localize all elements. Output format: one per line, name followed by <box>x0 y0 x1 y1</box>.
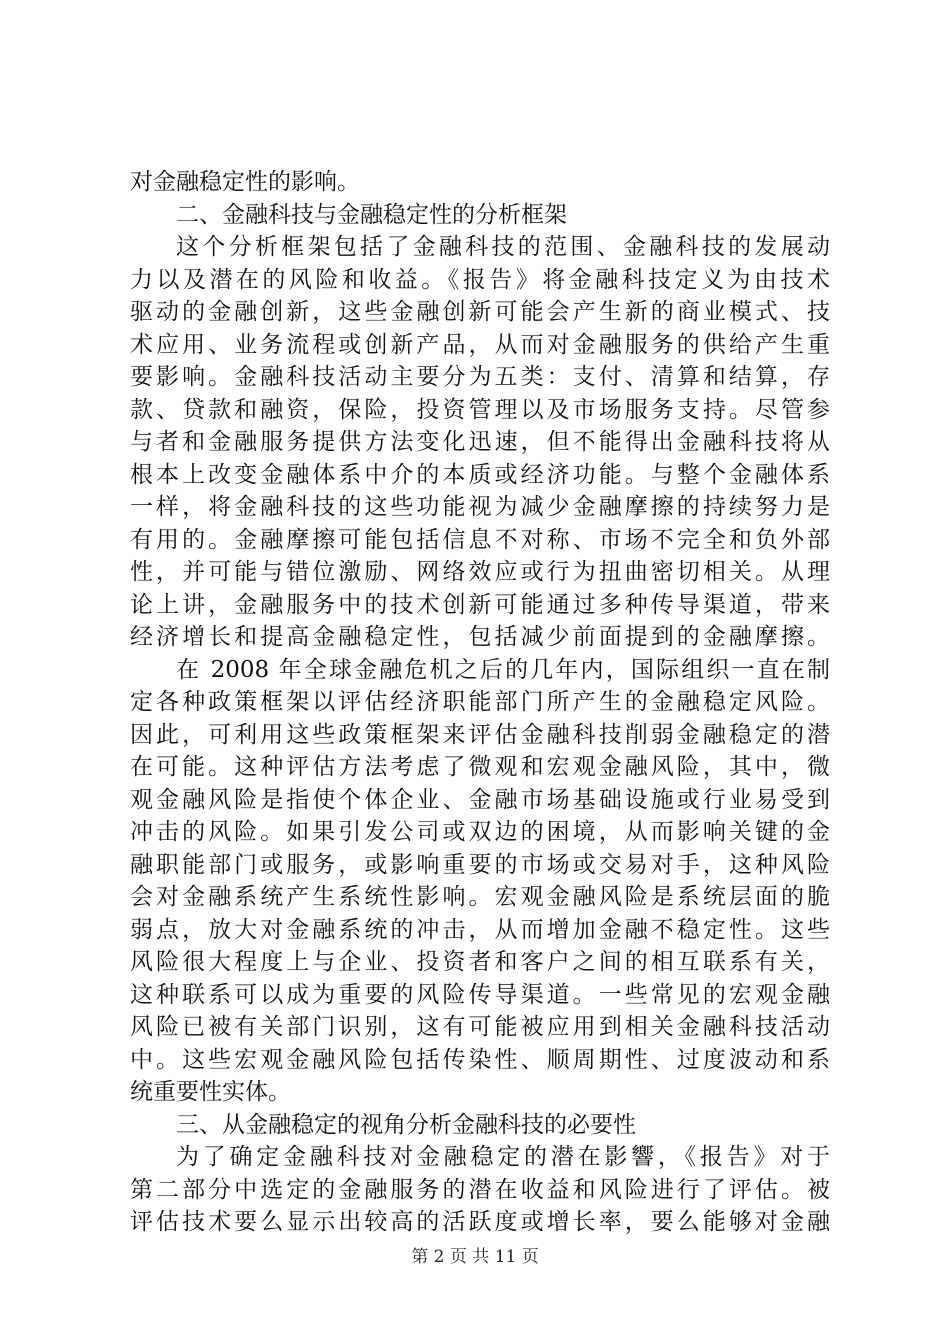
text-line: 评估技术要么显示出较高的活跃度或增长率，要么能够对金融 <box>130 1209 830 1235</box>
text-line: 要影响。金融科技活动主要分为五类：支付、清算和结算，存 <box>130 364 830 390</box>
text-line: 有用的。金融摩擦可能包括信息不对称、市场不完全和负外部 <box>130 526 830 553</box>
document-body <box>130 166 830 1239</box>
text-line: 弱点，放大对金融系统的冲击，从而增加金融不稳定性。这些 <box>130 916 830 943</box>
text-line: 论上讲，金融服务中的技术创新可能通过多种传导渠道，带来 <box>130 591 830 618</box>
text-line: 为了确定金融科技对金融稳定的潜在影響，《报告》对于 <box>176 1144 830 1170</box>
text-line: 这个分析框架包括了金融科技的范围、金融科技的发展动 <box>176 234 830 260</box>
text-line: 力以及潜在的风险和收益。《报告》将金融科技定义为由技术 <box>130 266 830 293</box>
text-line: 驱动的金融创新，这些金融创新可能会产生新的商业模式、技 <box>130 299 830 325</box>
text-line: 冲击的风险。如果引发公司或双边的困境，从而影响关键的金 <box>130 819 830 845</box>
section-heading: 三、从金融稳定的视角分析金融科技的必要性 <box>176 1111 636 1138</box>
text-line: 融职能部门或服务，或影响重要的市场或交易对手，这种风险 <box>130 851 830 878</box>
text-line: 对金融稳定性的影响。 <box>130 169 360 195</box>
text-line: 第二部分中选定的金融服务的潜在收益和风险进行了评估。被 <box>130 1176 830 1203</box>
text-line: 根本上改变金融体系中介的本质或经济功能。与整个金融体系 <box>130 461 830 488</box>
text-line: 术应用、业务流程或创新产品，从而对金融服务的供给产生重 <box>130 331 830 358</box>
text-line: 在可能。这种评估方法考虑了微观和宏观金融风险，其中，微 <box>130 754 830 780</box>
text-line: 性，并可能与错位激励、网络效应或行为扭曲密切相关。从理 <box>130 559 830 585</box>
text-line: 定各种政策框架以评估经济职能部门所产生的金融稳定风险。 <box>130 689 830 715</box>
text-line: 因此，可利用这些政策框架来评估金融科技削弱金融稳定的潜 <box>130 721 830 748</box>
text-line: 风险很大程度上与企业、投资者和客户之间的相互联系有关， <box>130 949 830 975</box>
page-footer: 第 2 页 共 11 页 <box>411 1247 539 1267</box>
text-line: 风险已被有关部门识别，这有可能被应用到相关金融科技活动 <box>130 1014 830 1040</box>
text-line: 中。这些宏观金融风险包括传染性、顺周期性、过度波动和系 <box>130 1046 830 1073</box>
text-line: 统重要性实体。 <box>130 1079 291 1105</box>
text-line: 在 2008 年全球金融危机之后的几年内，国际组织一直在制 <box>176 656 830 683</box>
text-line: 观金融风险是指使个体企业、金融市场基础设施或行业易受到 <box>130 786 830 813</box>
text-line: 会对金融系统产生系统性影响。宏观金融风险是系统层面的脆 <box>130 884 830 910</box>
text-line: 一样，将金融科技的这些功能视为减少金融摩擦的持续努力是 <box>130 494 830 520</box>
text-line: 经济增长和提高金融稳定性，包括减少前面提到的金融摩擦。 <box>130 624 830 650</box>
text-line: 与者和金融服务提供方法变化迅速，但不能得出金融科技将从 <box>130 429 830 455</box>
text-line: 款、贷款和融资，保险，投资管理以及市场服务支持。尽管参 <box>130 396 830 423</box>
section-heading: 二、金融科技与金融稳定性的分析框架 <box>176 201 567 228</box>
text-line: 这种联系可以成为重要的风险传导渠道。一些常见的宏观金融 <box>130 981 830 1008</box>
